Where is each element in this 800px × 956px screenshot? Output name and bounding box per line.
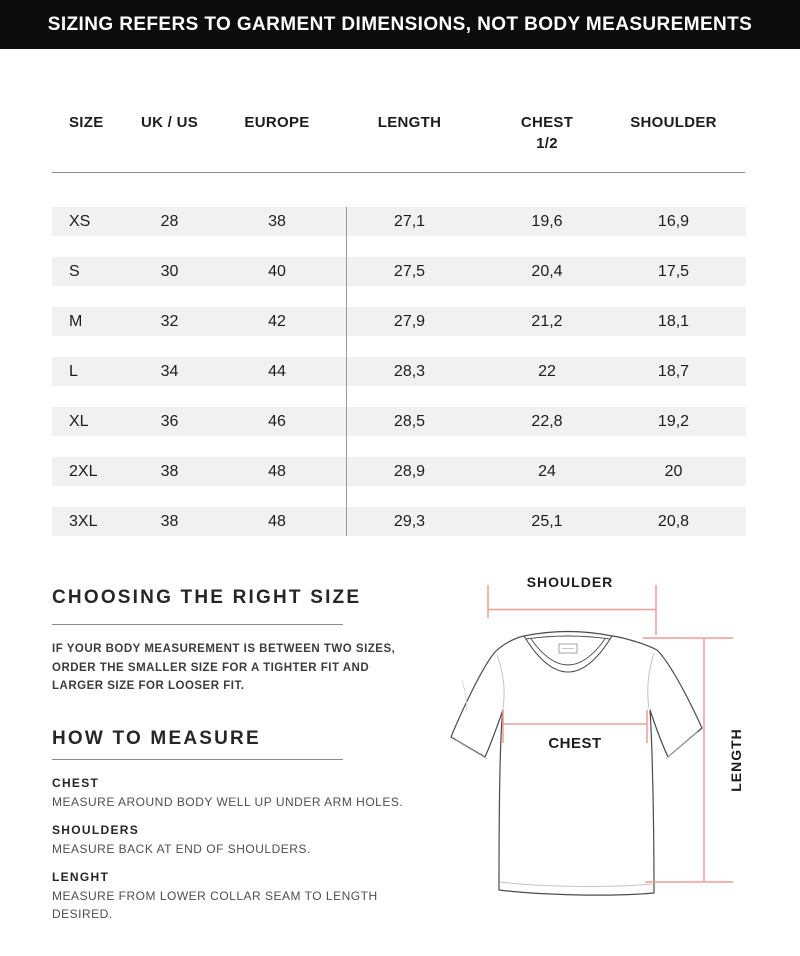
tshirt-drawing: [451, 632, 702, 896]
cell-uk_us: 34: [160, 362, 179, 380]
cell-size: 3XL: [69, 512, 98, 530]
table-row: [52, 257, 746, 286]
table-row: [52, 457, 746, 486]
cell-uk_us: 36: [160, 412, 179, 430]
paragraph-line: LARGER SIZE FOR LOOSER FIT.: [52, 680, 245, 692]
cell-length: 28,9: [393, 462, 426, 480]
cell-shoulder: 17,5: [657, 262, 690, 280]
cell-chest: 25,1: [531, 512, 563, 530]
measure-item: [52, 776, 404, 811]
cell-chest: 22: [538, 362, 556, 380]
size-table-body: [52, 207, 746, 536]
cell-uk_us: 38: [160, 462, 179, 480]
cell-europe: 44: [268, 362, 286, 380]
cell-europe: 46: [268, 412, 286, 430]
cell-shoulder: 18,7: [657, 362, 690, 380]
measure-item: [52, 823, 392, 858]
cell-chest: 19,6: [531, 212, 563, 230]
cell-chest: 24: [538, 462, 556, 480]
length-label: LENGTH: [728, 728, 744, 792]
cell-uk_us: 32: [160, 312, 179, 330]
cell-europe: 48: [268, 512, 286, 530]
paragraph-line: ORDER THE SMALLER SIZE FOR A TIGHTER FIT AND: [52, 661, 370, 674]
cell-europe: 48: [268, 462, 286, 480]
choosing-paragraph: [52, 640, 395, 696]
column-header-length: LENGTH: [377, 114, 442, 131]
column-header-uk-us: UK / US: [140, 114, 199, 131]
cell-uk_us: 30: [160, 262, 179, 280]
cell-chest: 20,4: [531, 262, 563, 280]
banner-note: SIZING REFERS TO GARMENT DIMENSIONS, NOT BODY MEASUREMENTS: [0, 0, 800, 49]
cell-chest: 22,8: [531, 412, 563, 430]
table-row: [52, 357, 746, 386]
cell-uk_us: 28: [160, 212, 179, 230]
cell-size: XS: [69, 212, 91, 230]
cell-length: 27,5: [393, 262, 426, 280]
shoulder-label: SHOULDER: [526, 574, 614, 590]
table-row: [52, 307, 746, 336]
cell-size: S: [69, 262, 80, 280]
cell-shoulder: 16,9: [657, 212, 690, 230]
table-row: [52, 507, 746, 536]
how-to-measure-title: HOW TO MEASURE: [52, 728, 261, 749]
how-to-measure-rule: [52, 759, 343, 760]
measure-item-text: MEASURE BACK AT END OF SHOULDERS.: [52, 842, 311, 856]
cell-length: 29,3: [393, 512, 426, 530]
measure-item-label: SHOULDERS: [52, 823, 140, 837]
cell-size: M: [69, 312, 83, 330]
cell-uk_us: 38: [160, 512, 179, 530]
measure-items: [52, 776, 404, 935]
column-header-shoulder: SHOULDER: [630, 114, 717, 131]
measure-item-text: DESIRED.: [52, 907, 113, 921]
choosing-size-rule: [52, 624, 343, 625]
tshirt-measure-diagram: [440, 560, 800, 956]
cell-length: 27,9: [393, 312, 426, 330]
cell-shoulder: 19,2: [657, 412, 690, 430]
measure-item-text: MEASURE FROM LOWER COLLAR SEAM TO LENGTH: [52, 889, 378, 903]
cell-shoulder: 20: [664, 462, 683, 480]
measure-item-text: MEASURE AROUND BODY WELL UP UNDER ARM HOLES.: [52, 795, 404, 809]
column-header-size: SIZE: [69, 114, 104, 131]
cell-size: XL: [69, 412, 89, 430]
cell-europe: 42: [268, 312, 286, 330]
table-vertical-divider: [346, 207, 347, 536]
cell-europe: 38: [268, 212, 286, 230]
cell-chest: 21,2: [531, 312, 563, 330]
cell-length: 28,5: [393, 412, 426, 430]
measure-item-label: CHEST: [52, 776, 100, 790]
table-header-rule: [52, 172, 745, 173]
cell-size: L: [69, 362, 78, 380]
measure-item: [52, 870, 392, 923]
cell-length: 27,1: [393, 212, 426, 230]
cell-shoulder: 18,1: [657, 312, 690, 330]
chest-label: CHEST: [548, 735, 602, 752]
cell-shoulder: 20,8: [657, 512, 690, 530]
cell-size: 2XL: [69, 462, 98, 480]
choosing-size-title: CHOOSING THE RIGHT SIZE: [52, 587, 362, 608]
column-header-chest: CHEST 1/2: [520, 114, 574, 152]
table-row: [52, 207, 746, 236]
cell-europe: 40: [268, 262, 286, 280]
column-header-europe: EUROPE: [244, 114, 310, 131]
size-table-header: [52, 112, 746, 154]
cell-length: 28,3: [393, 362, 426, 380]
table-row: [52, 407, 746, 436]
paragraph-line: IF YOUR BODY MEASUREMENT IS BETWEEN TWO SIZES,: [52, 643, 396, 655]
measure-item-label: LENGHT: [52, 870, 110, 884]
